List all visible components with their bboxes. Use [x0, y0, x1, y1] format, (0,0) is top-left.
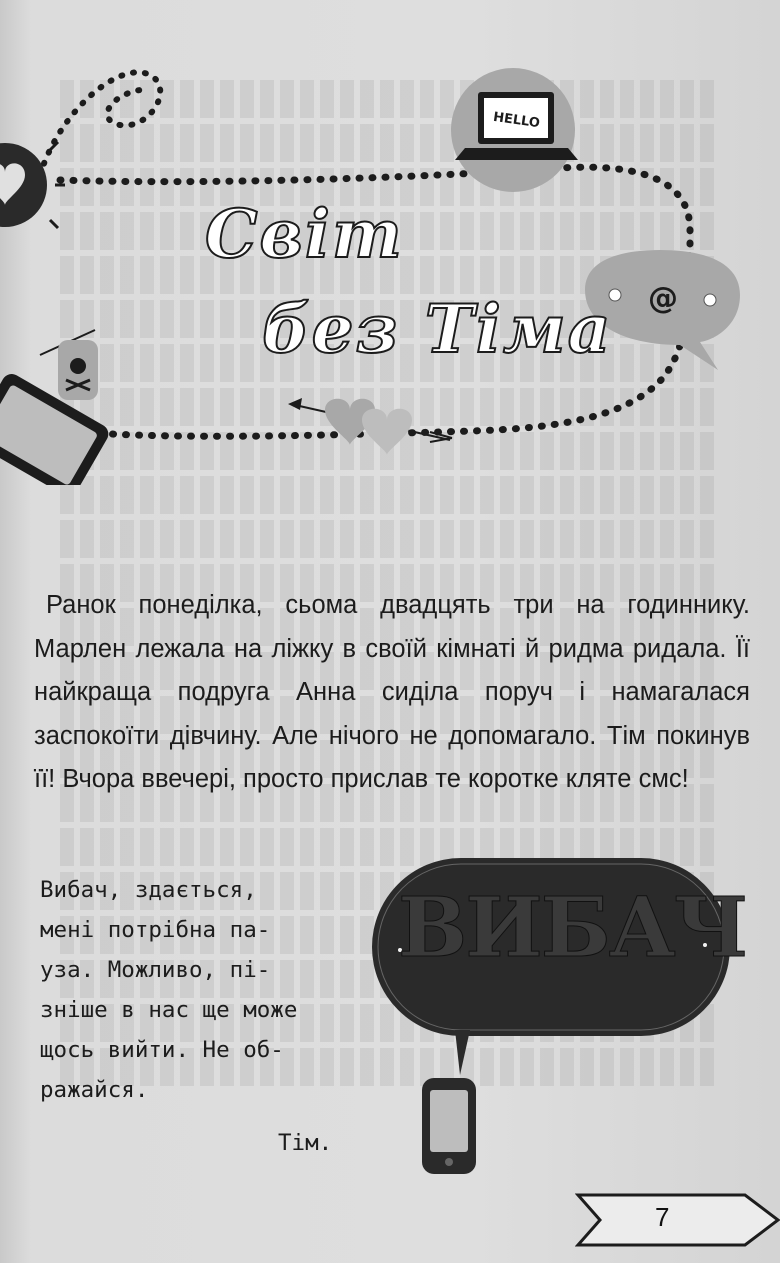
sms-signature: Тім.: [278, 1130, 333, 1156]
skull-icon: [40, 330, 98, 400]
paragraph-text: Ранок понеділка, сьома двадцять три на годиннику. Марлен лежала на ліжку в своїй кімнаті й ридма ридала. Її найкраща подруга Анна сиділа поруч і намагалася заспокоїти дівчину. Але нічого не допомагало. Тім покинув її! Вчора ввечері, просто прислав те коротке кляте смс!: [34, 591, 750, 793]
laptop-icon: [451, 68, 578, 192]
heart-icon: [0, 142, 65, 228]
page-number: 7: [655, 1202, 670, 1232]
chapter-title-line-1: Світ: [205, 195, 404, 273]
page-number-tab: [575, 1190, 780, 1250]
hearts-arrow-icon: [288, 398, 452, 455]
phone-icon: [422, 1078, 476, 1174]
svg-text:@: @: [648, 281, 678, 316]
chapter-title-line-2: без Тіма: [262, 290, 613, 368]
sms-message: Вибач, здається, мені потрібна па- уза. Можливо, пі- зніше в нас ще може щось вийти. Не об- ражайся.: [40, 877, 298, 1103]
speech-bubble-word: ВИБАЧ: [398, 880, 747, 976]
svg-text:HELLO: HELLO: [492, 109, 541, 132]
body-paragraph: [34, 584, 750, 802]
